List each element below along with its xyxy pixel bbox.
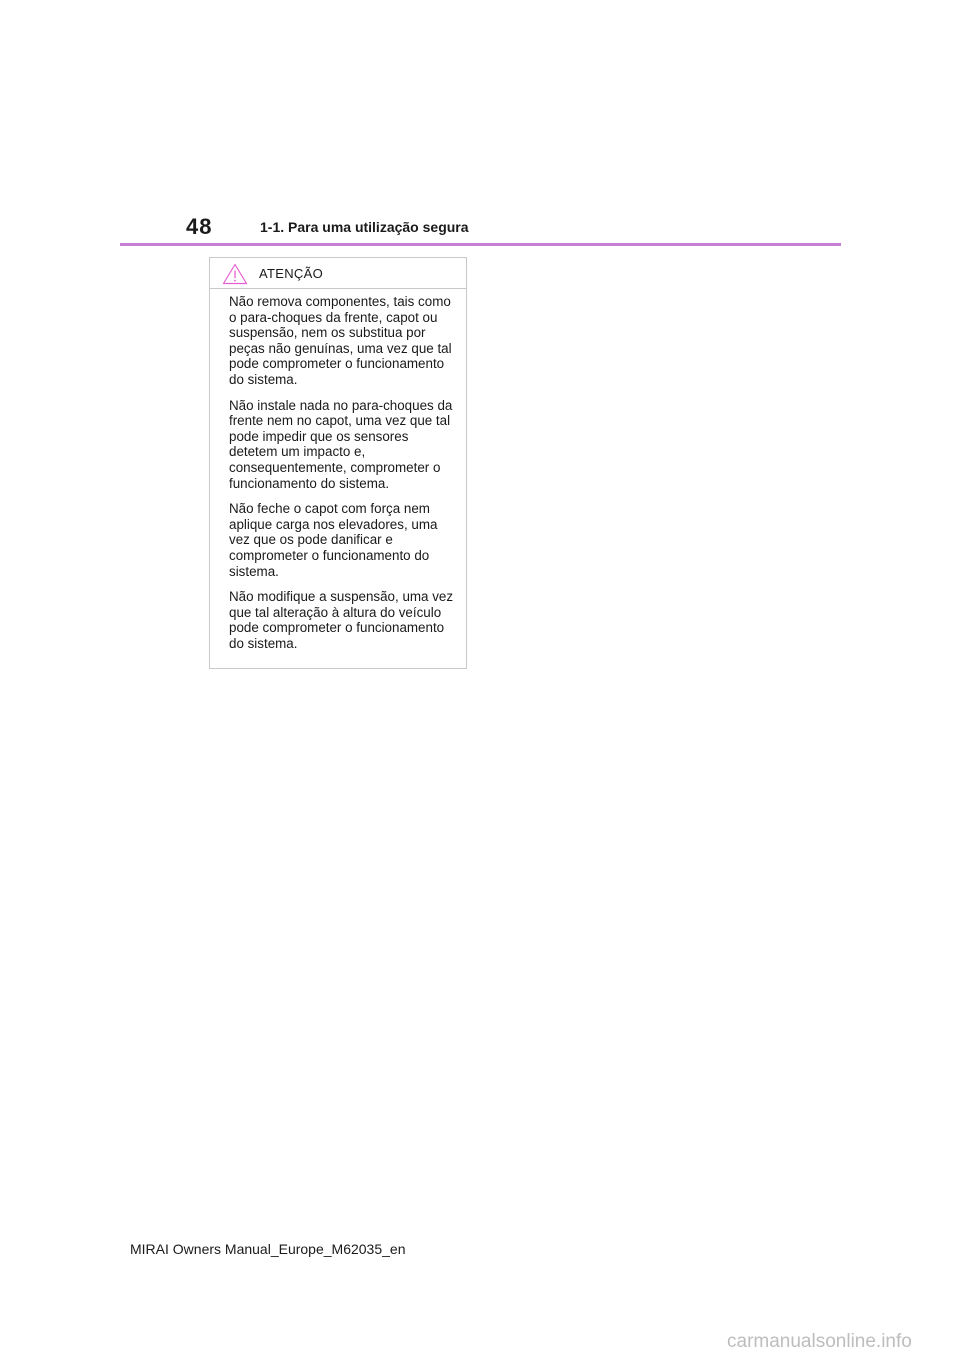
warning-paragraph: Não remova componentes, tais como o para-choques da frente, capot ou suspensão, nem os substitua por peças não genuínas, uma vez que tal pode comprometer o funcionamento do sistema. bbox=[229, 294, 452, 387]
warning-paragraph: Não modifique a suspensão, uma vez que tal alteração à altura do veículo pode comprometer o funcionamento do sistema. bbox=[229, 589, 454, 651]
watermark-link[interactable]: carmanualsonline.info bbox=[727, 1331, 912, 1352]
warning-title: ATENÇÃO bbox=[259, 266, 323, 281]
warning-box bbox=[209, 257, 467, 669]
warning-triangle-icon bbox=[222, 263, 248, 285]
warning-paragraph: Não feche o capot com força nem aplique carga nos elevadores, uma vez que os pode danificar e comprometer o funcionamento do sistema. bbox=[229, 501, 438, 579]
header-divider bbox=[120, 243, 841, 246]
warning-paragraph: Não instale nada no para-choques da frente nem no capot, uma vez que tal pode impedir que os sensores detetem um impacto e, consequentemente, comprometer o funcionamento do sistema. bbox=[229, 397, 453, 491]
page-number: 48 bbox=[186, 214, 213, 239]
section-title: 1-1. Para uma utilização segura bbox=[260, 219, 469, 235]
warning-body bbox=[210, 289, 466, 651]
warning-header bbox=[210, 258, 466, 289]
footer-manual-id: MIRAI Owners Manual_Europe_M62035_en bbox=[130, 1241, 406, 1257]
